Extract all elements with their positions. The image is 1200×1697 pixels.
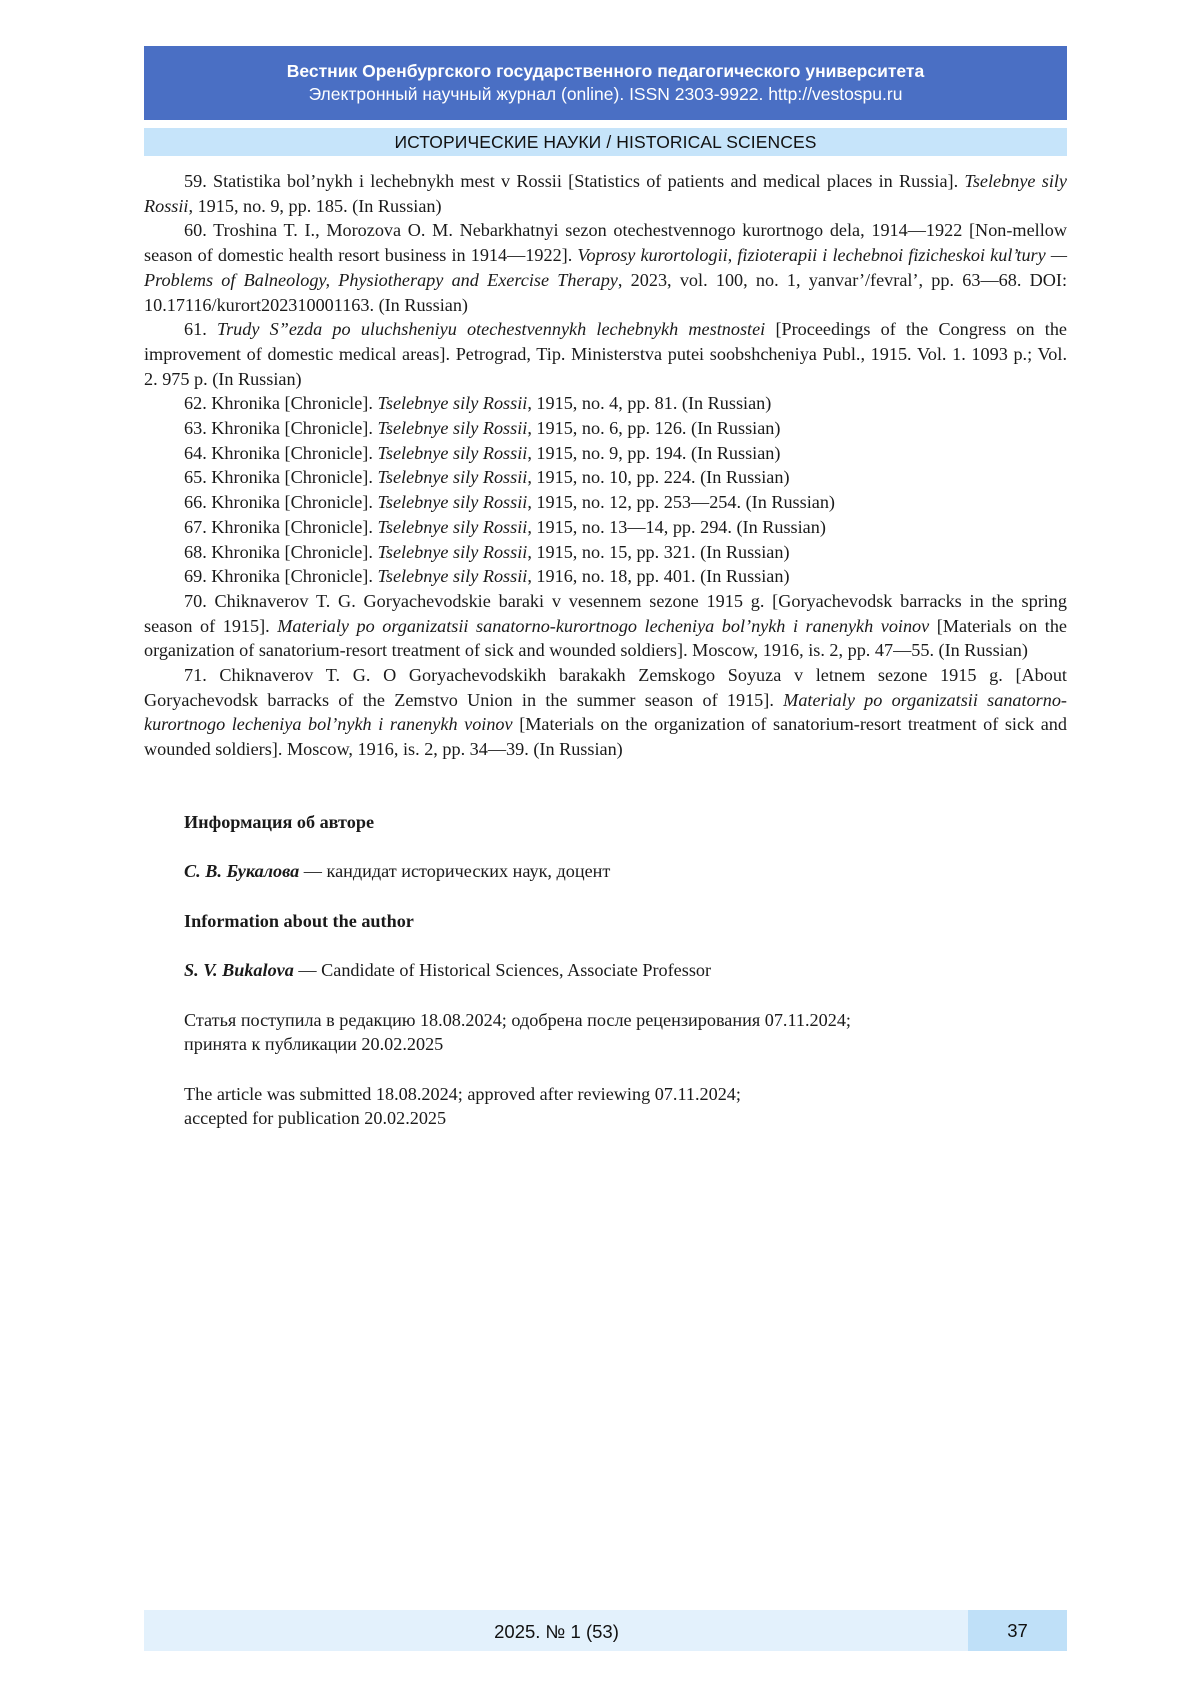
author-info: [184, 810, 1064, 1156]
issue-label: 2025. № 1 (53): [494, 1621, 619, 1642]
reference-item: 63. Khronika [Chronicle]. Tselebnye sily Rossii, 1915, no. 6, pp. 126. (In Russian): [184, 418, 781, 439]
author-desc-en: — Candidate of Historical Sciences, Associate Professor: [293, 960, 712, 981]
reference-item: 64. Khronika [Chronicle]. Tselebnye sily Rossii, 1915, no. 9, pp. 194. (In Russian): [184, 442, 781, 463]
page-number: 37: [968, 1610, 1067, 1651]
reference-item: 67. Khronika [Chronicle]. Tselebnye sily Rossii, 1915, no. 13—14, pp. 294. (In Russian): [184, 516, 826, 537]
reference-item: 61. Trudy S”ezda po uluchsheniyu otechestvennykh lechebnykh mestnostei [Proceedings of the Congress on the improvement of domestic medical areas]. Petrograd, Tip. Ministerstva putei soobshcheniya Publ., 1915. Vol. 1. 1093 p.; Vol. 2. 975 p. (In Russian): [144, 319, 1067, 389]
author-desc-ru: — кандидат исторических наук, доцент: [299, 861, 611, 882]
reference-item: 68. Khronika [Chronicle]. Tselebnye sily Rossii, 1915, no. 15, pp. 321. (In Russian): [184, 541, 790, 562]
page-footer: [144, 1610, 1067, 1651]
reference-item: 70. Chiknaverov T. G. Goryachevodskie baraki v vesennem sezone 1915 g. [Goryachevodsk barracks in the spring season of 1915]. Materialy po organizatsii sanatorno-kurortnogo lecheniya bol’nykh i ranenykh voinov [Materials on the organization of sanatorium-resort treatment of sick and wounded soldiers]. Moscow, 1916, is. 2, pp. 47—55. (In Russian): [144, 590, 1068, 661]
journal-title: Вестник Оренбургского государственного педагогического университета: [286, 61, 925, 81]
reference-item: 66. Khronika [Chronicle]. Tselebnye sily Rossii, 1915, no. 12, pp. 253—254. (In Russian): [184, 492, 835, 513]
journal-header: [144, 46, 1067, 120]
reference-item: 71. Chiknaverov T. G. O Goryachevodskikh barakakh Zemskogo Soyuza v letnem sezone 1915 g. [About Goryachevodsk barracks of the Zemstvo Union in the summer season of 1915]. Materialy po organizatsii sanatorno-kurortnogo lecheniya bol’nykh i ranenykh voinov [Materials on the organization of sanatorium-resort treatment of sick and wounded soldiers]. Moscow, 1916, is. 2, pp. 34—39. (In Russian): [144, 665, 1067, 760]
reference-item: 65. Khronika [Chronicle]. Tselebnye sily Rossii, 1915, no. 10, pp. 224. (In Russian): [184, 467, 790, 488]
author-heading-en: Information about the author: [184, 910, 414, 931]
article-dates-ru: Статья поступила в редакцию 18.08.2024; одобрена после рецензирования 07.11.2024; принята к публикации 20.02.2025: [184, 1009, 851, 1055]
reference-item: 69. Khronika [Chronicle]. Tselebnye sily Rossii, 1916, no. 18, pp. 401. (In Russian): [184, 566, 790, 587]
author-line-en: [184, 958, 1064, 983]
reference-item: 62. Khronika [Chronicle]. Tselebnye sily Rossii, 1915, no. 4, pp. 81. (In Russian): [184, 393, 772, 414]
author-name-ru: С. В. Букалова: [184, 861, 300, 882]
journal-subtitle: Электронный научный журнал (online). ISSN 2303-9922. http://vestospu.ru: [308, 84, 903, 104]
author-name-en: S. V. Bukalova: [184, 960, 294, 981]
reference-list: [144, 169, 1067, 762]
author-heading-ru: Информация об авторе: [184, 812, 375, 832]
author-line-ru: [184, 859, 1064, 884]
article-dates-en: The article was submitted 18.08.2024; approved after reviewing 07.11.2024; accepted for publication 20.02.2025: [184, 1083, 741, 1129]
reference-item: 59. Statistika bol’nykh i lechebnykh mest v Rossii [Statistics of patients and medical places in Russia]. Tselebnye sily Rossii, 1915, no. 9, pp. 185. (In Russian): [144, 171, 1067, 216]
section-label: ИСТОРИЧЕСКИЕ НАУКИ / HISTORICAL SCIENCES: [144, 128, 1067, 156]
reference-item: 60. Troshina T. I., Morozova O. M. Nebarkhatnyi sezon otechestvennogo kurortnogo dela, 1914—1922 [Non-mellow season of domestic health resort business in 1914—1922]. Voprosy kurortologii, fizioterapii i lechebnoi fizicheskoi kul’tury — Problems of Balneology, Physiotherapy and Exercise Therapy, 2023, vol. 100, no. 1, yanvar’/fevral’, pp. 63—68. DOI: 10.17116/kurort202310001163. (In Russian): [144, 220, 1067, 315]
